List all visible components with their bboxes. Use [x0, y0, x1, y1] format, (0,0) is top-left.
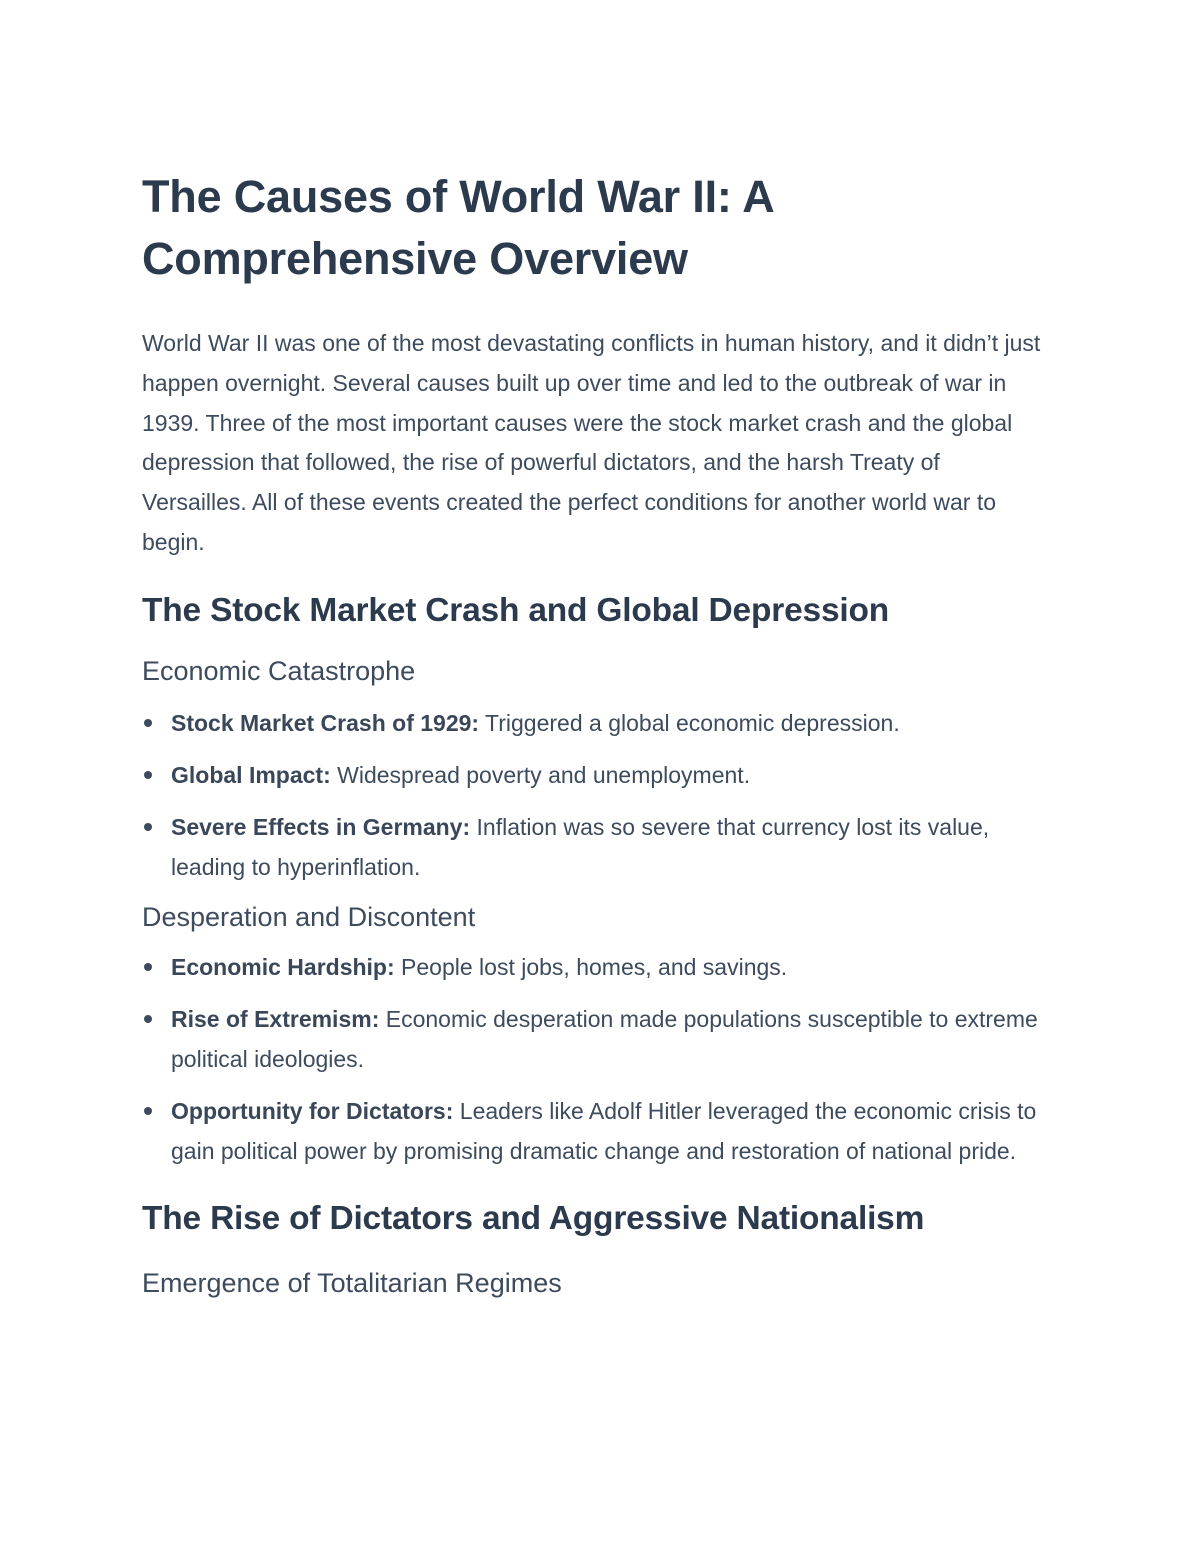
list-item	[142, 947, 1041, 987]
list-item-term: Rise of Extremism:	[171, 1005, 380, 1032]
economic-catastrophe-list	[142, 703, 1062, 887]
bullet-icon	[144, 771, 152, 779]
list-item-text: Leaders like Adolf Hitler leveraged the economic crisis to gain political power by promising dramatic change and restoration of national pride.	[171, 1097, 1037, 1164]
list-item-text: Inflation was so severe that currency lost its value, leading to hyperinflation.	[171, 813, 990, 880]
list-item	[142, 703, 1041, 743]
document-page	[142, 166, 1062, 1301]
section-heading-economic: The Stock Market Crash and Global Depression	[142, 591, 890, 629]
list-item	[142, 1091, 1041, 1171]
list-item-term: Severe Effects in Germany:	[171, 813, 471, 840]
list-item	[142, 807, 1041, 887]
subsection-heading-totalitarian: Emergence of Totalitarian Regimes	[142, 1267, 562, 1298]
bullet-icon	[144, 823, 152, 831]
document-title: The Causes of World War II: A Comprehensive Overview	[142, 171, 773, 284]
section-heading-dictators: The Rise of Dictators and Aggressive Nationalism	[142, 1199, 925, 1237]
list-item	[142, 755, 1041, 795]
list-item-term: Opportunity for Dictators:	[171, 1097, 454, 1124]
list-item-text: Triggered a global economic depression.	[479, 709, 900, 736]
subsection-heading-economic-catastrophe: Economic Catastrophe	[142, 655, 416, 686]
list-item-term: Stock Market Crash of 1929:	[171, 709, 480, 736]
list-item	[142, 999, 1041, 1079]
bullet-icon	[144, 719, 152, 727]
list-item-term: Economic Hardship:	[171, 953, 395, 980]
bullet-icon	[144, 1107, 152, 1115]
list-item-text: Economic desperation made populations susceptible to extreme political ideologies.	[171, 1005, 1038, 1072]
list-item-term: Global Impact:	[171, 761, 331, 788]
subsection-heading-desperation: Desperation and Discontent	[142, 901, 476, 932]
intro-paragraph: World War II was one of the most devastating conflicts in human history, and it didn’t just happen overnight. Several causes built up over time and led to the outbreak of war in 1939. Three of the most important causes were the stock market crash and the global depression that followed, the rise of powerful dictators, and the harsh Treaty of Versailles. All of these events created the perfect conditions for another world war to begin.	[142, 330, 1041, 555]
list-item-text: People lost jobs, homes, and savings.	[394, 953, 788, 980]
bullet-icon	[144, 1015, 152, 1023]
desperation-list	[142, 947, 1062, 1171]
list-item-text: Widespread poverty and unemployment.	[330, 761, 751, 788]
bullet-icon	[144, 963, 152, 971]
